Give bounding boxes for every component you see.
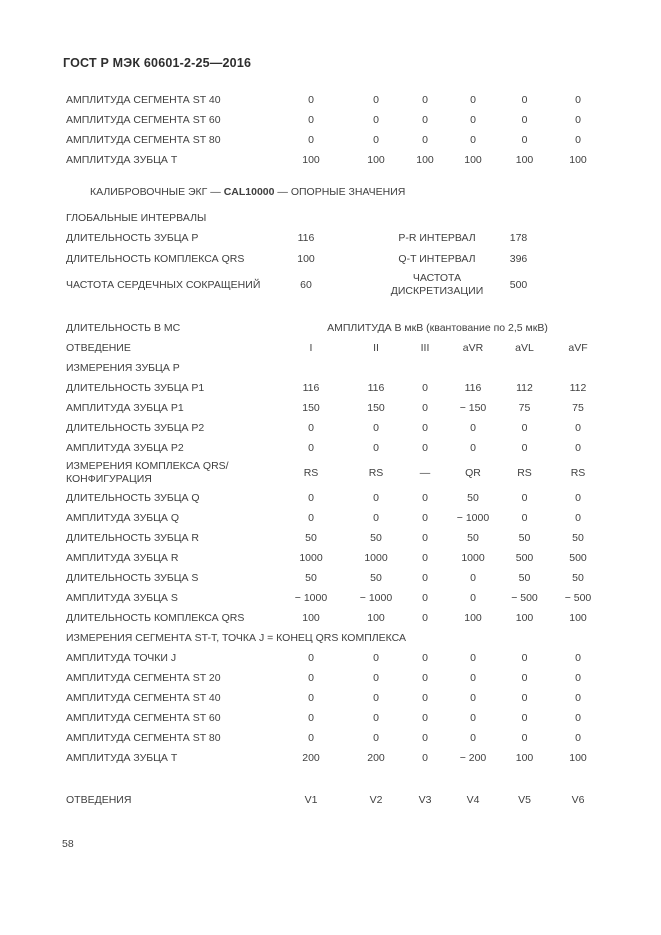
cell-value: 50 — [467, 531, 479, 544]
cell-value: 0 — [422, 511, 428, 524]
cell-value: 0 — [521, 731, 528, 744]
cell-value: RS — [368, 466, 384, 479]
bottom-leads-row — [66, 790, 661, 810]
table-row — [66, 150, 604, 170]
cell-value: 50 — [370, 531, 382, 544]
cell-value: 0 — [422, 491, 428, 504]
table-row — [66, 508, 604, 528]
cell-value: 0 — [373, 711, 379, 724]
lead-name: III — [420, 341, 430, 354]
row-label: АМПЛИТУДА ЗУБЦА P1 — [66, 401, 184, 414]
lead-row-label: ОТВЕДЕНИЕ — [66, 341, 131, 354]
global-intervals-heading: ГЛОБАЛЬНЫЕ ИНТЕРВАЛЫ — [66, 212, 207, 224]
cell-value: 0 — [308, 691, 314, 704]
cell-value: 0 — [422, 651, 428, 664]
cell-value: 0 — [575, 113, 581, 126]
lead-name: aVL — [515, 341, 534, 354]
cell-value: 0 — [422, 133, 428, 146]
cell-value: 0 — [308, 93, 314, 106]
cell-value: − 150 — [459, 401, 487, 414]
calibration-name: CAL10000 — [223, 186, 275, 198]
table-row — [66, 568, 604, 588]
cell-value: 0 — [308, 113, 314, 126]
row-label: АМПЛИТУДА ЗУБЦА Q — [66, 511, 180, 524]
cell-value: 0 — [521, 491, 528, 504]
interval-value-2: 500 — [509, 278, 528, 291]
cell-value: 0 — [308, 511, 314, 524]
row-label: АМПЛИТУДА СЕГМЕНТА ST 60 — [66, 113, 221, 126]
cell-value: 100 — [515, 611, 534, 624]
row-label: ИЗМЕРЕНИЯ КОМПЛЕКСА QRS/КОНФИГУРАЦИЯ — [66, 460, 229, 485]
cell-value: 0 — [308, 441, 314, 454]
cell-value: 0 — [521, 711, 528, 724]
cell-value: 0 — [470, 93, 476, 106]
row-label: АМПЛИТУДА ЗУБЦА S — [66, 591, 178, 604]
cell-value: 50 — [467, 491, 479, 504]
row-label: ДЛИТЕЛЬНОСТЬ КОМПЛЕКСА QRS — [66, 611, 245, 624]
cell-value: 0 — [521, 651, 528, 664]
cell-value: 50 — [305, 531, 317, 544]
cell-value: 50 — [518, 571, 531, 584]
cell-value: 0 — [470, 671, 476, 684]
interval-value: 60 — [300, 278, 312, 291]
cell-value: 1000 — [299, 551, 323, 564]
table-row — [66, 668, 604, 688]
table-row — [66, 588, 604, 608]
table-row — [66, 418, 604, 438]
cell-value: 0 — [373, 511, 379, 524]
cell-value: 0 — [521, 93, 528, 106]
cell-value: 50 — [305, 571, 317, 584]
amplitude-units-label: АМПЛИТУДА В мкВ (квантование по 2,5 мкВ) — [327, 321, 548, 334]
cell-value: 150 — [302, 401, 320, 414]
cell-value: 0 — [308, 491, 314, 504]
cell-value: 0 — [373, 731, 379, 744]
cell-value: 0 — [422, 93, 428, 106]
lead-name: V1 — [304, 793, 318, 806]
cell-value: 0 — [470, 441, 476, 454]
cell-value: 0 — [470, 711, 476, 724]
cell-value: 0 — [308, 651, 314, 664]
cell-value: 50 — [572, 571, 584, 584]
row-label: АМПЛИТУДА СЕГМЕНТА ST 80 — [66, 731, 221, 744]
cell-value: 500 — [515, 551, 534, 564]
cell-value: 0 — [373, 651, 379, 664]
cell-value: 112 — [569, 381, 587, 394]
cell-value: 0 — [521, 133, 528, 146]
page-number: 58 — [62, 838, 74, 850]
interval-value-2: 396 — [509, 253, 528, 265]
cell-value: 100 — [515, 153, 534, 166]
group-label: ИЗМЕРЕНИЯ СЕГМЕНТА ST-T, ТОЧКА J = КОНЕЦ QRS КОМПЛЕКСА — [66, 631, 406, 644]
cell-value: 0 — [470, 691, 476, 704]
cell-value: 0 — [373, 671, 379, 684]
lead-name: II — [373, 341, 379, 354]
interval-row — [66, 249, 546, 270]
cell-value: 0 — [373, 491, 379, 504]
cell-value: 1000 — [461, 551, 485, 564]
group-label: ИЗМЕРЕНИЯ ЗУБЦА P — [66, 361, 180, 374]
cell-value: − 200 — [459, 751, 487, 764]
table-row — [66, 688, 604, 708]
cell-value: 0 — [575, 133, 581, 146]
global-intervals-table — [66, 228, 546, 300]
lead-name: I — [309, 341, 313, 354]
cell-value: 0 — [470, 421, 476, 434]
cell-value: 0 — [422, 691, 428, 704]
cell-value: 0 — [373, 93, 379, 106]
cell-value: 0 — [575, 691, 581, 704]
cell-value: 0 — [470, 731, 476, 744]
cell-value: 0 — [470, 571, 476, 584]
lead-name: aVR — [462, 341, 484, 354]
row-label: ДЛИТЕЛЬНОСТЬ ЗУБЦА P2 — [66, 421, 205, 434]
cell-value: 200 — [302, 751, 320, 764]
cell-value: 0 — [422, 421, 428, 434]
cell-value: 0 — [575, 671, 581, 684]
cell-value: 116 — [464, 381, 482, 394]
cell-value: 0 — [422, 671, 428, 684]
cell-value: 100 — [515, 751, 534, 764]
interval-label: ДЛИТЕЛЬНОСТЬ ЗУБЦА P — [66, 232, 199, 244]
calibration-title — [90, 182, 661, 202]
cell-value: QR — [465, 466, 481, 479]
lead-name: V3 — [418, 793, 432, 806]
cell-value: 100 — [464, 611, 482, 624]
row-label: ДЛИТЕЛЬНОСТЬ ЗУБЦА P1 — [66, 381, 205, 394]
cell-value: 0 — [422, 113, 428, 126]
cell-value: 0 — [521, 421, 528, 434]
interval-value: 100 — [297, 253, 315, 265]
cell-value: 0 — [521, 441, 528, 454]
cell-value: 0 — [521, 671, 528, 684]
cell-value: 0 — [470, 113, 476, 126]
cell-value: 50 — [370, 571, 382, 584]
cell-value: 100 — [569, 611, 587, 624]
cell-value: RS — [570, 466, 586, 479]
cell-value: 0 — [470, 133, 476, 146]
cell-value: 0 — [575, 731, 581, 744]
cell-value: 100 — [367, 611, 385, 624]
lead-header-row — [66, 338, 604, 358]
table-row — [66, 90, 604, 110]
table-row — [66, 398, 604, 418]
cell-value: 0 — [575, 711, 581, 724]
row-label: АМПЛИТУДА СЕГМЕНТА ST 40 — [66, 93, 221, 106]
interval-label-2: P-R ИНТЕРВАЛ — [398, 232, 476, 244]
cell-value: 200 — [367, 751, 385, 764]
row-label: ДЛИТЕЛЬНОСТЬ ЗУБЦА R — [66, 531, 200, 544]
cell-value: RS — [517, 466, 532, 479]
cell-value: 100 — [367, 153, 385, 166]
cell-value: 50 — [572, 531, 584, 544]
cell-value: 0 — [422, 441, 428, 454]
top-table — [66, 90, 604, 170]
row-label: ДЛИТЕЛЬНОСТЬ ЗУБЦА Q — [66, 491, 200, 504]
cell-value: 0 — [422, 751, 428, 764]
cell-value: 0 — [308, 133, 314, 146]
row-label: АМПЛИТУДА СЕГМЕНТА ST 60 — [66, 711, 221, 724]
cell-value: 0 — [575, 651, 581, 664]
cell-value: 0 — [422, 611, 428, 624]
table-row — [66, 608, 604, 628]
cell-value: 116 — [302, 381, 320, 394]
interval-label-2: ЧАСТОТА ДИСКРЕТИЗАЦИИ — [390, 272, 484, 297]
measurement-rows — [66, 358, 604, 768]
cell-value: 500 — [569, 551, 587, 564]
table-row — [66, 458, 604, 488]
cell-value: 100 — [569, 751, 587, 764]
cell-value: 0 — [373, 421, 379, 434]
cell-value: 0 — [422, 401, 428, 414]
units-row — [66, 318, 604, 338]
lead-name: V6 — [571, 793, 585, 806]
group-row — [66, 628, 604, 648]
cell-value: − 1000 — [294, 591, 328, 604]
cell-value: 112 — [516, 381, 533, 394]
cell-value: 100 — [569, 153, 587, 166]
cell-value: 0 — [521, 113, 528, 126]
cell-value: 0 — [470, 651, 476, 664]
cell-value: 0 — [575, 441, 581, 454]
cell-value: 0 — [373, 113, 379, 126]
duration-units-label: ДЛИТЕЛЬНОСТЬ В МС — [66, 321, 181, 334]
row-label: АМПЛИТУДА СЕГМЕНТА ST 80 — [66, 133, 221, 146]
cell-value: − 1000 — [359, 591, 393, 604]
cell-value: 0 — [422, 381, 428, 394]
cell-value: 0 — [422, 591, 428, 604]
cell-value: 0 — [373, 133, 379, 146]
table-row — [66, 438, 604, 458]
table-row — [66, 748, 604, 768]
cell-value: 0 — [521, 691, 528, 704]
cell-value: 0 — [422, 571, 428, 584]
table-row — [66, 130, 604, 150]
cell-value: 100 — [464, 153, 482, 166]
table-row — [66, 528, 604, 548]
row-label: АМПЛИТУДА СЕГМЕНТА ST 20 — [66, 671, 221, 684]
interval-label-2: Q-T ИНТЕРВАЛ — [398, 253, 476, 265]
table-row — [66, 488, 604, 508]
cell-value: 100 — [302, 153, 320, 166]
cell-value: 0 — [470, 591, 476, 604]
row-label: АМПЛИТУДА ЗУБЦА P2 — [66, 441, 184, 454]
row-label: АМПЛИТУДА ЗУБЦА Т — [66, 153, 178, 166]
table-row — [66, 648, 604, 668]
cell-value: 100 — [416, 153, 434, 166]
table-row — [66, 110, 604, 130]
cell-value: 50 — [518, 531, 531, 544]
cell-value: 0 — [575, 93, 581, 106]
lead-name: V2 — [369, 793, 383, 806]
cell-value: 0 — [308, 731, 314, 744]
row-label: АМПЛИТУДА ТОЧКИ J — [66, 651, 177, 664]
row-label: АМПЛИТУДА ЗУБЦА Т — [66, 751, 178, 764]
cell-value: 0 — [373, 691, 379, 704]
cell-value: 75 — [572, 401, 584, 414]
interval-label: ЧАСТОТА СЕРДЕЧНЫХ СОКРАЩЕНИЙ — [66, 278, 261, 291]
cell-value: 0 — [308, 711, 314, 724]
lead-name: aVF — [568, 341, 588, 354]
interval-label: ДЛИТЕЛЬНОСТЬ КОМПЛЕКСА QRS — [66, 253, 245, 265]
cell-value: − 500 — [564, 591, 592, 604]
cell-value: 0 — [521, 511, 528, 524]
cell-value: − 1000 — [456, 511, 490, 524]
cell-value: 1000 — [364, 551, 388, 564]
cell-value: — — [419, 466, 431, 479]
doc-header: ГОСТ Р МЭК 60601-2-25—2016 — [63, 56, 252, 70]
measurements-table — [66, 318, 604, 768]
bottom-leads-label: ОТВЕДЕНИЯ — [66, 793, 132, 806]
table-row — [66, 548, 604, 568]
calibration-title-prefix: КАЛИБРОВОЧНЫЕ ЭКГ — — [90, 186, 224, 198]
cell-value: 150 — [367, 401, 385, 414]
cell-value: 0 — [422, 731, 428, 744]
cell-value: 0 — [575, 491, 581, 504]
table-row — [66, 378, 604, 398]
cell-value: 116 — [367, 381, 385, 394]
cell-value: 100 — [302, 611, 320, 624]
cell-value: 75 — [518, 401, 531, 414]
table-row — [66, 708, 604, 728]
row-label: ДЛИТЕЛЬНОСТЬ ЗУБЦА S — [66, 571, 199, 584]
cell-value: 0 — [373, 441, 379, 454]
interval-row — [66, 270, 546, 300]
row-label: АМПЛИТУДА СЕГМЕНТА ST 40 — [66, 691, 221, 704]
cell-value: 0 — [422, 531, 428, 544]
interval-row — [66, 228, 546, 249]
row-label: АМПЛИТУДА ЗУБЦА R — [66, 551, 179, 564]
interval-value: 116 — [297, 232, 315, 244]
cell-value: 0 — [575, 421, 581, 434]
cell-value: 0 — [308, 421, 314, 434]
cell-value: 0 — [422, 551, 428, 564]
cell-value: 0 — [575, 511, 581, 524]
group-row — [66, 358, 604, 378]
cell-value: RS — [303, 466, 319, 479]
table-row — [66, 728, 604, 748]
cell-value: 0 — [308, 671, 314, 684]
interval-value-2: 178 — [509, 232, 528, 244]
cell-value: 0 — [422, 711, 428, 724]
cell-value: − 500 — [511, 591, 538, 604]
lead-name: V5 — [518, 793, 531, 806]
calibration-title-suffix: — ОПОРНЫЕ ЗНАЧЕНИЯ — [274, 186, 406, 198]
lead-name: V4 — [466, 793, 480, 806]
